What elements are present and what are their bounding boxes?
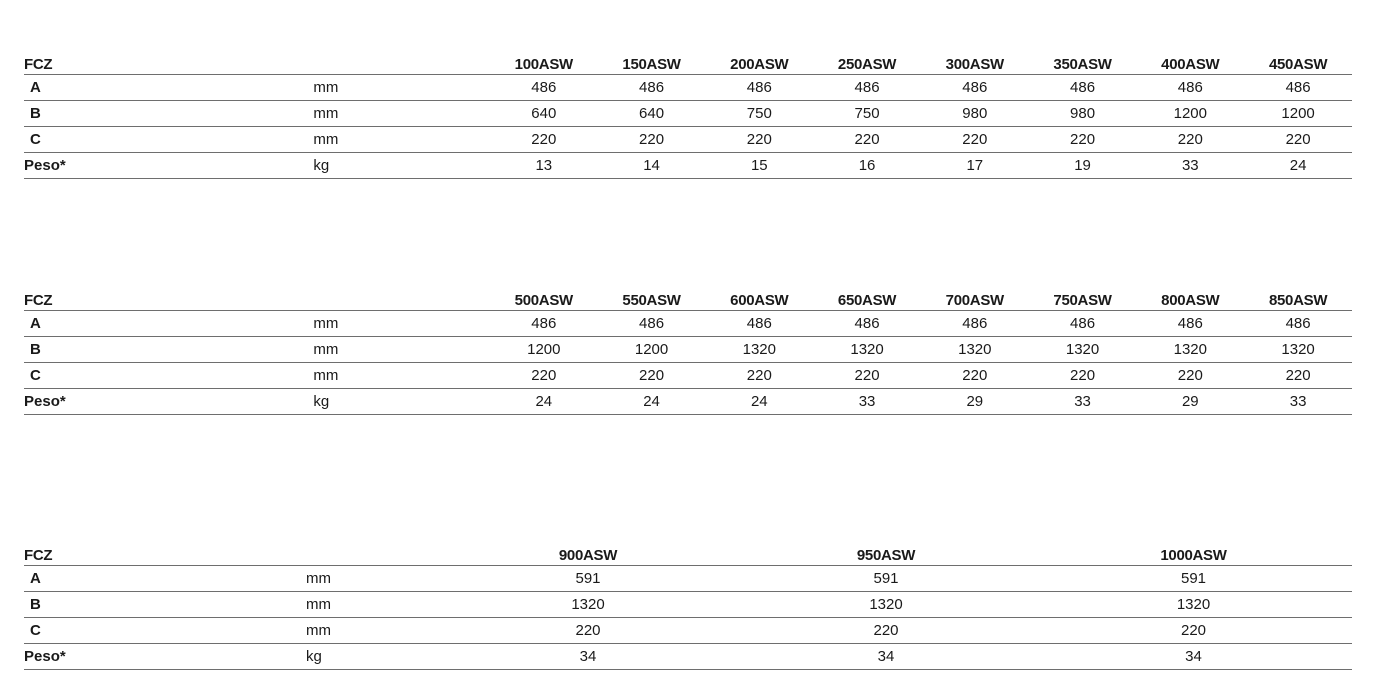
cell-value: 486 <box>598 311 706 337</box>
table-row <box>24 101 1352 127</box>
cell-value: 24 <box>1244 153 1352 179</box>
cell-value: 486 <box>921 311 1029 337</box>
table-row <box>24 592 1352 618</box>
model-header: 300ASW <box>921 51 1029 75</box>
cell-value: 1320 <box>705 337 813 363</box>
table-row <box>24 644 1352 670</box>
row-unit: mm <box>313 363 490 389</box>
cell-value: 1320 <box>1035 592 1352 618</box>
model-header: 1000ASW <box>1035 542 1352 566</box>
table-row <box>24 153 1352 179</box>
model-header: 750ASW <box>1029 287 1137 311</box>
model-header: 350ASW <box>1029 51 1137 75</box>
cell-value: 15 <box>705 153 813 179</box>
cell-value: 980 <box>921 101 1029 127</box>
row-label: Peso* <box>24 644 306 670</box>
cell-value: 34 <box>439 644 737 670</box>
cell-value: 1320 <box>813 337 921 363</box>
row-label: C <box>24 618 306 644</box>
table-row <box>24 389 1352 415</box>
cell-value: 34 <box>1035 644 1352 670</box>
cell-value: 591 <box>1035 566 1352 592</box>
cell-value: 220 <box>1029 363 1137 389</box>
row-label: A <box>24 75 313 101</box>
cell-value: 220 <box>737 618 1035 644</box>
header-label: FCZ <box>24 287 313 311</box>
row-label: B <box>24 101 313 127</box>
cell-value: 1200 <box>598 337 706 363</box>
table-header-row <box>24 51 1352 75</box>
row-label: C <box>24 363 313 389</box>
cell-value: 1200 <box>1136 101 1244 127</box>
cell-value: 220 <box>921 127 1029 153</box>
cell-value: 486 <box>1244 311 1352 337</box>
cell-value: 220 <box>1136 127 1244 153</box>
row-unit: kg <box>313 389 490 415</box>
cell-value: 17 <box>921 153 1029 179</box>
table-row <box>24 566 1352 592</box>
model-header: 450ASW <box>1244 51 1352 75</box>
row-label: Peso* <box>24 153 313 179</box>
model-header: 150ASW <box>598 51 706 75</box>
cell-value: 220 <box>705 127 813 153</box>
header-unit-spacer <box>306 542 439 566</box>
cell-value: 220 <box>1035 618 1352 644</box>
cell-value: 486 <box>490 311 598 337</box>
spec-table-1 <box>24 51 1352 179</box>
spec-table-2 <box>24 287 1352 415</box>
cell-value: 750 <box>705 101 813 127</box>
cell-value: 220 <box>598 127 706 153</box>
cell-value: 1200 <box>1244 101 1352 127</box>
cell-value: 1320 <box>921 337 1029 363</box>
header-label: FCZ <box>24 51 313 75</box>
row-label: B <box>24 337 313 363</box>
cell-value: 24 <box>598 389 706 415</box>
row-unit: mm <box>306 592 439 618</box>
cell-value: 19 <box>1029 153 1137 179</box>
cell-value: 220 <box>439 618 737 644</box>
cell-value: 220 <box>1136 363 1244 389</box>
model-header: 250ASW <box>813 51 921 75</box>
cell-value: 1320 <box>737 592 1035 618</box>
table-header-row <box>24 542 1352 566</box>
cell-value: 486 <box>813 311 921 337</box>
cell-value: 486 <box>1244 75 1352 101</box>
row-unit: mm <box>313 127 490 153</box>
cell-value: 591 <box>737 566 1035 592</box>
model-header: 600ASW <box>705 287 813 311</box>
cell-value: 220 <box>1244 363 1352 389</box>
cell-value: 591 <box>439 566 737 592</box>
cell-value: 24 <box>705 389 813 415</box>
row-unit: mm <box>306 566 439 592</box>
cell-value: 220 <box>705 363 813 389</box>
cell-value: 220 <box>1244 127 1352 153</box>
row-unit: mm <box>313 101 490 127</box>
cell-value: 16 <box>813 153 921 179</box>
cell-value: 14 <box>598 153 706 179</box>
row-label: Peso* <box>24 389 313 415</box>
cell-value: 640 <box>598 101 706 127</box>
row-unit: kg <box>306 644 439 670</box>
row-label: A <box>24 311 313 337</box>
model-header: 800ASW <box>1136 287 1244 311</box>
cell-value: 486 <box>1136 75 1244 101</box>
row-unit: kg <box>313 153 490 179</box>
row-label: C <box>24 127 313 153</box>
cell-value: 750 <box>813 101 921 127</box>
cell-value: 33 <box>1244 389 1352 415</box>
cell-value: 24 <box>490 389 598 415</box>
cell-value: 486 <box>490 75 598 101</box>
cell-value: 220 <box>813 127 921 153</box>
cell-value: 33 <box>1136 153 1244 179</box>
cell-value: 220 <box>490 127 598 153</box>
table-row <box>24 618 1352 644</box>
cell-value: 1200 <box>490 337 598 363</box>
cell-value: 33 <box>1029 389 1137 415</box>
model-header: 200ASW <box>705 51 813 75</box>
cell-value: 220 <box>598 363 706 389</box>
cell-value: 486 <box>705 311 813 337</box>
model-header: 950ASW <box>737 542 1035 566</box>
cell-value: 980 <box>1029 101 1137 127</box>
model-header: 900ASW <box>439 542 737 566</box>
cell-value: 220 <box>490 363 598 389</box>
cell-value: 29 <box>1136 389 1244 415</box>
row-unit: mm <box>306 618 439 644</box>
cell-value: 220 <box>813 363 921 389</box>
header-unit-spacer <box>313 51 490 75</box>
row-unit: mm <box>313 337 490 363</box>
row-unit: mm <box>313 311 490 337</box>
table-row <box>24 75 1352 101</box>
table-header-row <box>24 287 1352 311</box>
row-label: A <box>24 566 306 592</box>
cell-value: 486 <box>1136 311 1244 337</box>
model-header: 500ASW <box>490 287 598 311</box>
cell-value: 486 <box>813 75 921 101</box>
table-row <box>24 337 1352 363</box>
table-row <box>24 127 1352 153</box>
cell-value: 34 <box>737 644 1035 670</box>
model-header: 400ASW <box>1136 51 1244 75</box>
model-header: 700ASW <box>921 287 1029 311</box>
cell-value: 486 <box>921 75 1029 101</box>
model-header: 100ASW <box>490 51 598 75</box>
model-header: 850ASW <box>1244 287 1352 311</box>
header-label: FCZ <box>24 542 306 566</box>
cell-value: 486 <box>1029 311 1137 337</box>
cell-value: 1320 <box>1029 337 1137 363</box>
cell-value: 13 <box>490 153 598 179</box>
cell-value: 486 <box>705 75 813 101</box>
cell-value: 220 <box>921 363 1029 389</box>
header-unit-spacer <box>313 287 490 311</box>
cell-value: 640 <box>490 101 598 127</box>
cell-value: 29 <box>921 389 1029 415</box>
table-row <box>24 363 1352 389</box>
cell-value: 1320 <box>439 592 737 618</box>
model-header: 650ASW <box>813 287 921 311</box>
spec-table-3 <box>24 542 1352 670</box>
cell-value: 33 <box>813 389 921 415</box>
cell-value: 220 <box>1029 127 1137 153</box>
row-label: B <box>24 592 306 618</box>
table-row <box>24 311 1352 337</box>
cell-value: 486 <box>598 75 706 101</box>
cell-value: 1320 <box>1244 337 1352 363</box>
row-unit: mm <box>313 75 490 101</box>
cell-value: 1320 <box>1136 337 1244 363</box>
cell-value: 486 <box>1029 75 1137 101</box>
model-header: 550ASW <box>598 287 706 311</box>
